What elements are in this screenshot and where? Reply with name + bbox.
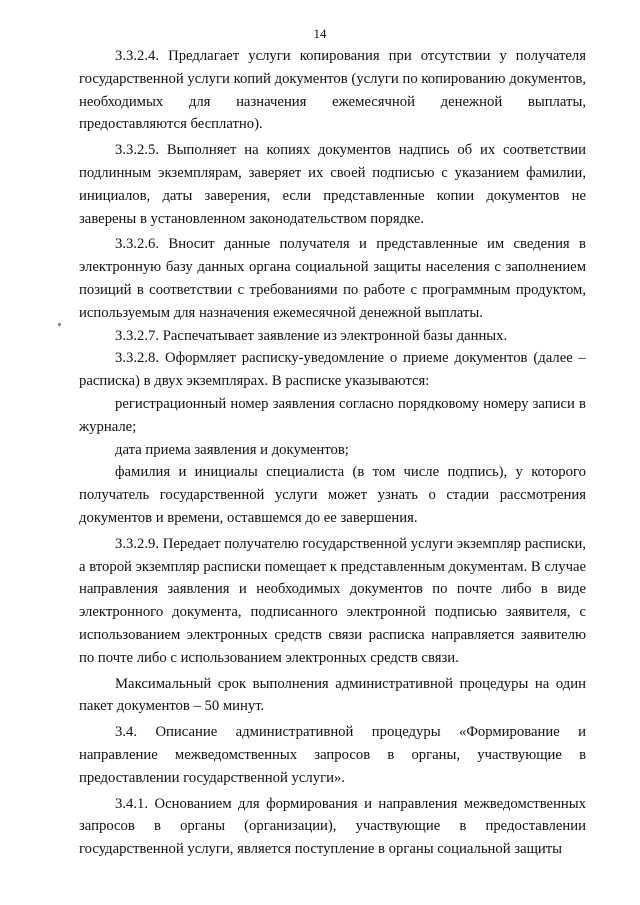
paragraph-acceptance-date: дата приема заявления и документов; (115, 441, 349, 458)
paragraph-3-4-1: 3.4.1. Основанием для формирования и направления межведомственных запросов в органы (организации), участвующие в предоставлении государственной услуги, является поступление в органы социальной защиты (79, 795, 586, 858)
paragraph-3-3-2-9: 3.3.2.9. Передает получателю государственной услуги экземпляр расписки, а второй экземпляр расписки помещает к представленным документам. В случае направления заявления и необходимых документов по почте либо в виде электронного документа, подписанного электронной подписью заявителя, с использованием электронных средств связи расписка направляется заявителю по почте либо с использованием электронных средств связи. (79, 535, 586, 666)
paragraph-3-3-2-5: 3.3.2.5. Выполняет на копиях документов надпись об их соответствии подлинным экземплярам, заверяет их своей подписью с указанием фамилии, инициалов, даты заверения, если представленные копии документов не заверены в установленном законодательством порядке. (79, 142, 586, 227)
paragraph-3-3-2-8: 3.3.2.8. Оформляет расписку-уведомление о приеме документов (далее – расписка) в двух экземплярах. В расписке указываются: (79, 350, 586, 390)
paragraph-3-3-2-4: 3.3.2.4. Предлагает услуги копирования при отсутствии у получателя государственной услуги копий документов (услуги по копированию документов, необходимых для назначения ежемесячной денежной выплаты, предоставляются бесплатно). (79, 48, 586, 133)
paragraph-3-4: 3.4. Описание административной процедуры «Формирование и направление межведомственных запросов в органы, участвующие в предоставлении государственной услуги». (79, 724, 586, 786)
paragraph-3-3-2-6: 3.3.2.6. Вносит данные получателя и представленные им сведения в электронную базу данных органа социальной защиты населения с заполнением позиций в соответствии с требованиями по работе с программным продуктом, используемым для назначения ежемесячной денежной выплаты. (79, 236, 586, 321)
page-number: 14 (313, 26, 327, 41)
document-body (79, 45, 586, 861)
paragraph-registration-number: регистрационный номер заявления согласно порядковому номеру записи в журнале; (79, 395, 586, 435)
margin-mark (58, 323, 61, 326)
paragraph-3-3-2-7: 3.3.2.7. Распечатывает заявление из электронной базы данных. (115, 327, 508, 344)
paragraph-specialist-name: фамилия и инициалы специалиста (в том числе подпись), у которого получатель государственной услуги может узнать о стадии рассмотрения документов и времени, оставшемся до ее завершения. (79, 464, 586, 526)
paragraph-max-duration: Максимальный срок выполнения административной процедуры на один пакет документов – 50 минут. (79, 675, 586, 715)
